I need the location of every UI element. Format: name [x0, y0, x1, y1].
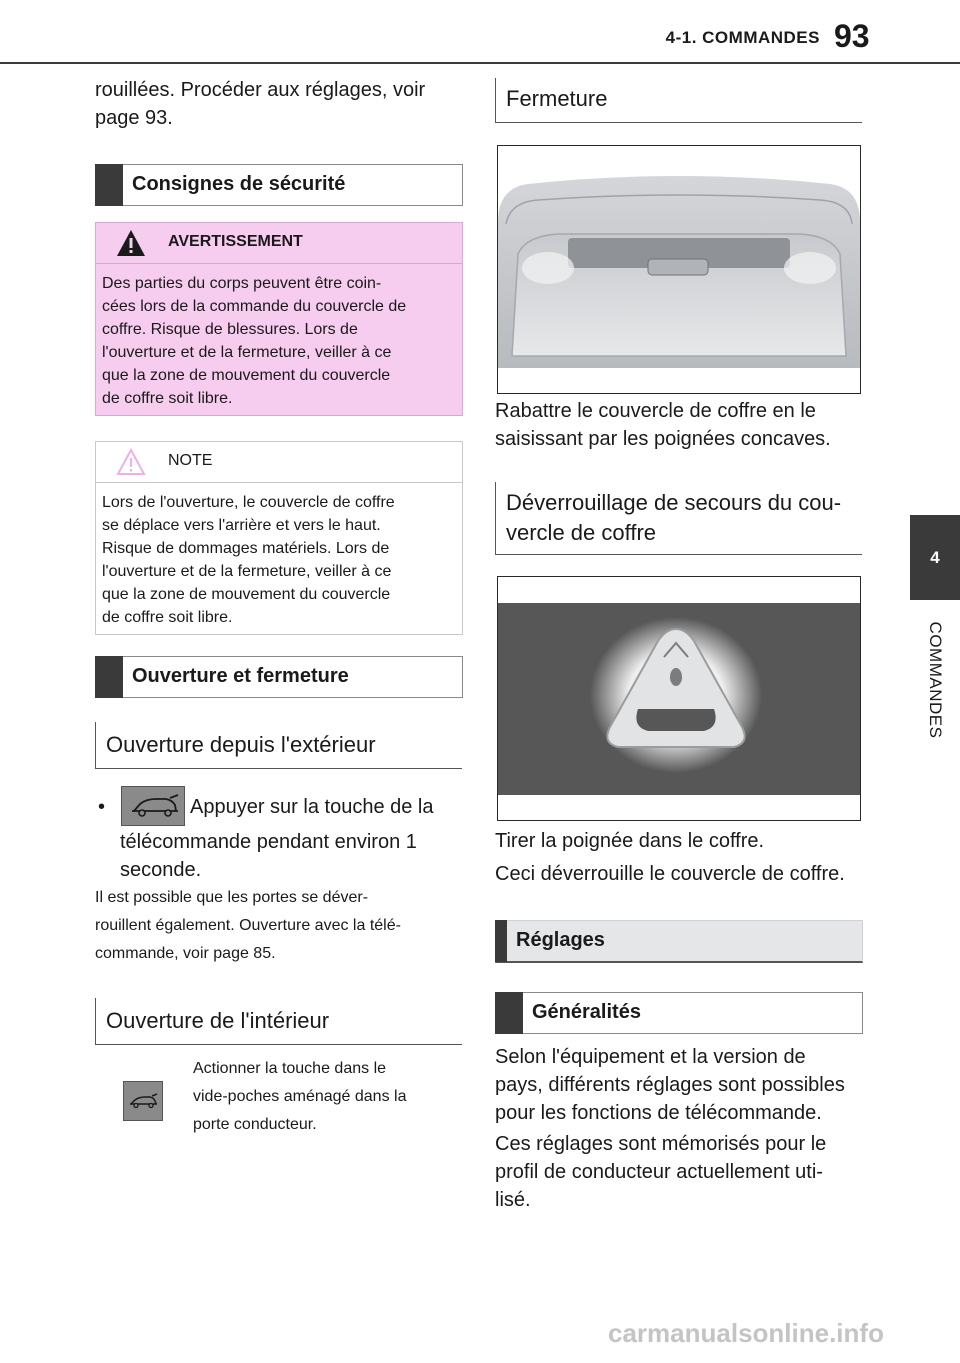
subsection-emergency [495, 482, 862, 555]
section-open-close [95, 656, 463, 698]
subsection-title: Ouverture de l'intérieur [106, 1008, 330, 1033]
subsection-inside [95, 998, 462, 1045]
section-settings [495, 920, 863, 963]
section-title: Ouverture et fermeture [132, 665, 349, 687]
pull-handle-text: Tirer la poignée dans le coffre. [495, 830, 765, 852]
inside-paragraph: Actionner la touche dans le vide-poches aménagé dans la porte conducteur. [193, 1060, 407, 1133]
subsection-title: Déverrouillage de secours du cou- vercle de coffre [506, 490, 842, 545]
bullet-line: Appuyer sur la touche de la [190, 796, 434, 818]
general-paragraph-2: Ces réglages sont mémorisés pour le profil de conducteur actuellement uti- lisé. [495, 1133, 827, 1211]
remote-trunk-key-icon [121, 786, 185, 826]
subsection-title: Ouverture depuis l'extérieur [106, 732, 376, 757]
interior-trunk-button-icon [123, 1081, 163, 1121]
closing-paragraph: Rabattre le couvercle de coffre en le saisissant par les poignées concaves. [495, 400, 831, 450]
warning-triangle-icon [116, 229, 146, 257]
general-paragraph-1: Selon l'équipement et la version de pays, différents réglages sont possibles pour les fonctions de télécommande. [495, 1046, 845, 1124]
note-label: NOTE [168, 452, 213, 469]
bullet-line: télécommande pendant environ 1 [120, 831, 417, 853]
info-paragraph: Il est possible que les portes se déver- rouillent également. Ouverture avec la télé- commande, voir page 85. [95, 889, 401, 962]
note-text: Lors de l'ouverture, le couvercle de coffre se déplace vers l'arrière et vers le haut. Risque de dommages matériels. Lors de l'ouverture et de la fermeture, veiller à ce que la zone de mouvement du couvercle de coffre soit libre. [102, 494, 395, 626]
trunk-lid-illustration [497, 145, 861, 394]
section-safety [95, 164, 463, 206]
watermark: carmanualsonline.info [608, 1318, 884, 1348]
subsection-closing [495, 78, 862, 123]
warning-box [95, 222, 463, 416]
subsection-title: Fermeture [506, 86, 608, 111]
chapter-tab: 4 [910, 515, 960, 600]
section-title: Réglages [516, 929, 605, 951]
unlock-text: Ceci déverrouille le couvercle de coffre. [495, 863, 845, 885]
section-title: Généralités [532, 1001, 641, 1023]
subsection-outside [95, 722, 462, 769]
page-number: 93 [834, 18, 870, 54]
bullet-symbol: • [98, 796, 106, 818]
warning-text: Des parties du corps peuvent être coin- cées lors de la commande du couvercle de coffre. Risque de blessures. Lors de l'ouverture et de la fermeture, veiller à ce que la zone de mouvement du couvercle de coffre soit libre. [102, 275, 407, 407]
note-box [95, 441, 463, 635]
emergency-release-illustration [497, 576, 861, 821]
caution-triangle-icon [116, 448, 146, 476]
warning-label: AVERTISSEMENT [168, 233, 303, 250]
section-title: Consignes de sécurité [132, 173, 346, 195]
intro-paragraph [95, 76, 425, 132]
chapter-tab-label: COMMANDES [926, 621, 945, 739]
running-header-section: 4-1. COMMANDES [665, 28, 820, 47]
intro-line: rouillées. Procéder aux réglages, voir [95, 79, 426, 101]
bullet-line: seconde. [120, 859, 202, 881]
intro-line: page 93. [95, 107, 173, 129]
section-general [495, 992, 863, 1034]
header-rule [0, 62, 960, 64]
